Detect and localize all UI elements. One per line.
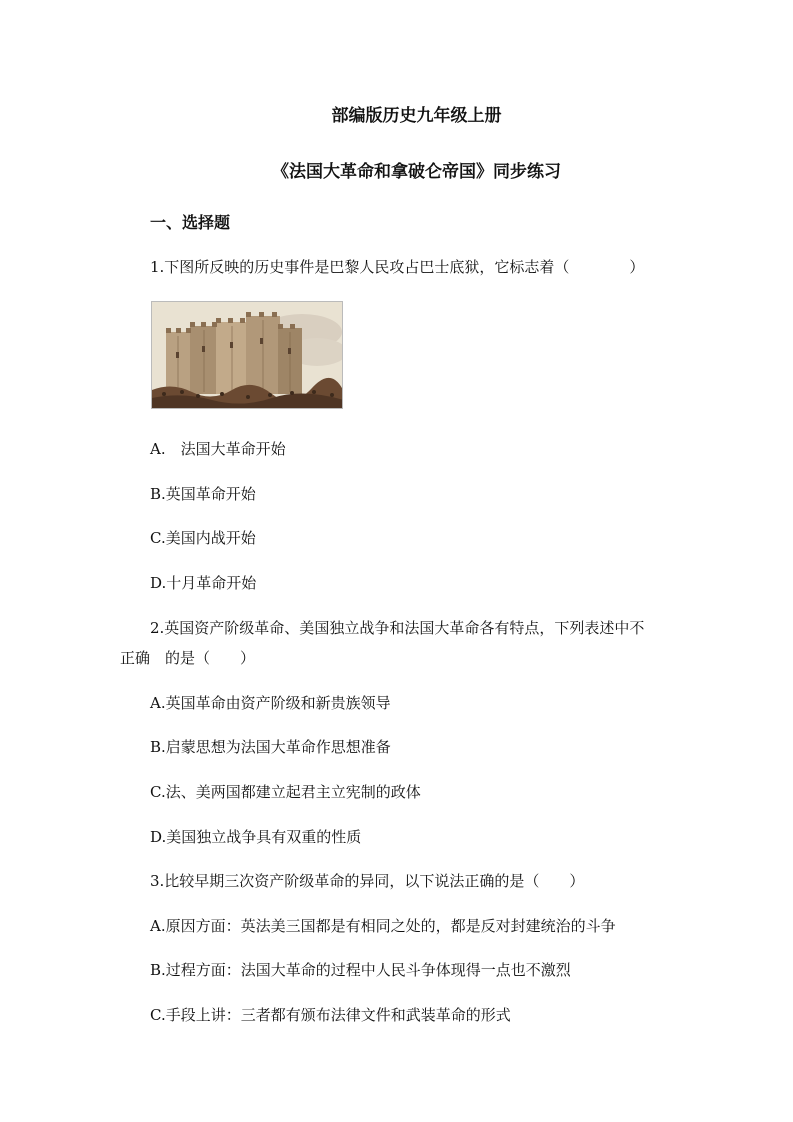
question-3-option-c: C.手段上讲：三者都有颁布法律文件和武装革命的形式	[150, 1006, 511, 1024]
question-2-option-b: B.启蒙思想为法国大革命作思想准备	[150, 738, 391, 756]
question-1-option-b: B.英国革命开始	[150, 485, 256, 503]
question-1-option-c: C.美国内战开始	[150, 529, 256, 547]
question-2-stem-line2: 正确 的是（ ）	[120, 649, 256, 667]
question-3-option-a: A.原因方面：英法美三国都是有相同之处的，都是反对封建统治的斗争	[150, 917, 616, 935]
question-1-stem: 1.下图所反映的历史事件是巴黎人民攻占巴士底狱，它标志着（ ）	[150, 258, 645, 276]
bastille-storming-image	[151, 301, 343, 409]
question-2-option-d: D.美国独立战争具有双重的性质	[150, 828, 362, 846]
document-subtitle: 《法国大革命和拿破仑帝国》同步练习	[272, 162, 561, 182]
question-2-option-c: C.法、美两国都建立起君主立宪制的政体	[150, 783, 421, 801]
question-1-option-d: D.十月革命开始	[150, 574, 257, 592]
question-3-stem: 3.比较早期三次资产阶级革命的异同，以下说法正确的是（ ）	[150, 872, 585, 890]
section-heading: 一、选择题	[150, 213, 231, 232]
question-1-option-a: A. 法国大革命开始	[150, 440, 286, 458]
question-2-option-a: A.英国革命由资产阶级和新贵族领导	[150, 694, 391, 712]
document-title: 部编版历史九年级上册	[331, 106, 502, 126]
question-3-option-b: B.过程方面：法国大革命的过程中人民斗争体现得一点也不激烈	[150, 961, 571, 979]
question-2-stem-line1: 2.英国资产阶级革命、美国独立战争和法国大革命各有特点，下列表述中不	[150, 619, 645, 637]
